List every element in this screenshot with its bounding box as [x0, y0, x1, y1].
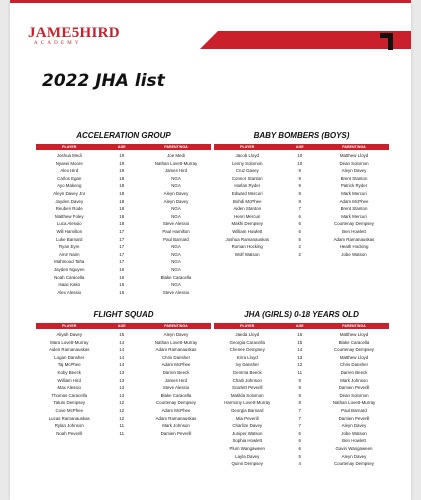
player-name: Aleyn Davey Jnr: [53, 190, 86, 196]
player-age: 15: [297, 339, 303, 345]
player-age: 17: [119, 244, 125, 250]
table-row: [36, 361, 211, 369]
player-name: Reuben Rode: [55, 206, 83, 212]
parent-name: Mark Johnson: [340, 377, 368, 383]
player-age: 11: [119, 423, 125, 429]
player-age: 4: [298, 461, 301, 467]
player-name: Kirra Lloyd: [236, 354, 258, 360]
player-age: 6: [298, 221, 301, 227]
player-name: Plum Wangaween: [229, 445, 265, 451]
player-age: 18: [119, 206, 125, 212]
parent-name: Patrick Ryder: [340, 183, 368, 189]
player-age: 12: [119, 415, 125, 421]
parent-name: NGA: [171, 244, 181, 250]
player-age: 12: [297, 362, 303, 368]
player-age: 7: [298, 407, 301, 413]
player-name: Max Alessio: [57, 385, 81, 391]
table-row: [36, 289, 211, 297]
table-row: [36, 377, 211, 385]
column-header-parent: PARENT/NGA: [342, 145, 366, 149]
parent-name: NGA: [171, 266, 181, 272]
player-name: Noah Caracella: [54, 274, 85, 280]
player-name: Connor Stanton: [231, 175, 263, 181]
parent-name: Steve Alessio: [162, 221, 190, 227]
player-name: Will Hamilton: [56, 228, 83, 234]
table-row: [214, 437, 389, 445]
player-name: Isaac Kako: [58, 282, 81, 288]
parent-name: Steve Alessio: [162, 289, 190, 295]
table-row: [36, 369, 211, 377]
player-age: 14: [119, 354, 125, 360]
player-name: Joshua Ramanauskas: [225, 236, 269, 242]
player-age: 12: [119, 407, 125, 413]
player-age: 7: [298, 423, 301, 429]
table-row: [36, 182, 211, 190]
player-name: Ryan Eyre: [59, 244, 80, 250]
section-title: ACCELERATION GROUP: [76, 131, 171, 140]
parent-name: NGA: [171, 282, 181, 288]
player-name: Amir Naim: [59, 251, 80, 257]
parent-name: Nathan Lovett-Murray: [154, 160, 198, 166]
table-row: [36, 220, 211, 228]
player-age: 11: [119, 430, 125, 436]
parent-name: NGA: [171, 175, 181, 181]
academy-logo: [28, 26, 120, 48]
document-page: [10, 0, 411, 500]
table-row: [36, 266, 211, 274]
section-title: BABY BOMBERS (BOYS): [253, 131, 350, 140]
section-baby-bombers: [214, 131, 389, 258]
player-name: Harlan Ryder: [234, 183, 261, 189]
parent-name: Mark Mercuri: [341, 213, 367, 219]
player-age: 14: [119, 362, 125, 368]
table-row: [214, 182, 389, 190]
player-name: Juniper Watson: [232, 430, 263, 436]
player-age: 17: [119, 228, 125, 234]
player-name: Lenny Solomon: [231, 160, 263, 166]
table-row: [36, 407, 211, 415]
player-name: Thomas Caracella: [51, 392, 88, 398]
table-row: [214, 346, 389, 354]
section-flight-squad: [36, 310, 211, 437]
table-row: [214, 407, 389, 415]
player-age: 13: [119, 392, 125, 398]
table-row: [214, 228, 389, 236]
player-name: William Howlett: [232, 228, 263, 234]
parent-name: Adam McPhee: [339, 198, 369, 204]
table-row: [214, 445, 389, 453]
player-age: 2: [298, 251, 301, 257]
table-row: [36, 190, 211, 198]
table-row: [214, 377, 389, 385]
player-age: 7: [298, 206, 301, 212]
player-age: 17: [119, 236, 125, 242]
player-age: 5: [298, 453, 301, 459]
player-age: 5: [298, 236, 301, 242]
player-age: 8: [298, 392, 301, 398]
column-header-player: PLAYER: [240, 324, 255, 328]
parent-name: NGA: [171, 183, 181, 189]
player-age: 16: [119, 274, 125, 280]
table-row: [36, 213, 211, 221]
player-name: Scarlett Peverill: [231, 385, 263, 391]
parent-name: James Hird: [164, 168, 188, 174]
player-age: 6: [298, 430, 301, 436]
section-jha-girls: [214, 310, 389, 468]
player-age: 15: [119, 332, 125, 337]
table-row: [36, 430, 211, 438]
table-row: [214, 392, 389, 400]
parent-name: Matthew Lloyd: [339, 332, 369, 337]
parent-name: Adam Ramanauskas: [155, 415, 197, 421]
player-age: 2: [298, 244, 301, 250]
parent-name: Aleyn Davey: [341, 168, 367, 174]
parent-name: Aleyn Davey: [163, 198, 189, 204]
player-age: 18: [119, 221, 125, 227]
table-row: [36, 175, 211, 183]
player-name: Matthew Foley: [54, 213, 84, 219]
table-row: [36, 384, 211, 392]
column-header-player: PLAYER: [62, 145, 77, 149]
parent-name: Mark Johnson: [162, 423, 190, 429]
parent-name: Chris Dansher: [161, 354, 191, 360]
player-name: Jacob Lloyd: [235, 153, 259, 158]
page-title: 2022 JHA list: [42, 71, 165, 91]
parent-name: NGA: [171, 259, 181, 265]
parent-name: Blake Caracella: [338, 339, 370, 345]
table-row: [36, 274, 211, 282]
parent-name: James Hird: [164, 377, 188, 383]
parent-name: Joe Medi: [167, 153, 185, 158]
table-row: [214, 331, 389, 339]
table-row: [36, 392, 211, 400]
player-age: 11: [297, 369, 303, 375]
table-row: [214, 205, 389, 213]
player-name: Harmony Lovett-Murray: [224, 400, 271, 406]
parent-name: Blake Caracella: [160, 392, 192, 398]
player-age: 19: [119, 153, 125, 158]
player-name: Henri Mercuri: [234, 213, 261, 219]
player-age: 14: [119, 347, 125, 353]
table-row: [36, 339, 211, 347]
player-name: Jayden Nguyen: [53, 266, 85, 272]
table-header: [214, 323, 389, 329]
table-row: [214, 453, 389, 461]
player-age: 14: [297, 347, 303, 353]
player-name: Nyasei Moore: [55, 160, 83, 166]
player-age: 6: [298, 213, 301, 219]
parent-name: NGA: [171, 251, 181, 257]
player-age: 14: [119, 339, 125, 345]
parent-name: NGA: [171, 206, 181, 212]
parent-name: Damien Peverill: [160, 430, 192, 436]
table-row: [214, 190, 389, 198]
player-name: Georgia Barnard: [231, 407, 264, 413]
player-age: 18: [119, 175, 125, 181]
parent-name: Adam McPhee: [161, 362, 191, 368]
table-header: [36, 144, 211, 150]
section-title: FLIGHT SQUAD: [93, 310, 154, 319]
table-row: [36, 152, 211, 160]
section-title: JHA (GIRLS) 0-18 YEARS OLD: [244, 310, 359, 319]
table-row: [214, 198, 389, 206]
table-row: [36, 236, 211, 244]
parent-name: Aleyn Davey: [163, 332, 189, 337]
player-age: 17: [119, 251, 125, 257]
player-name: Georgia Caracella: [229, 339, 265, 345]
parent-name: Jobe Watson: [341, 251, 367, 257]
table-row: [36, 198, 211, 206]
parent-name: Steve Alessio: [162, 385, 190, 391]
table-row: [36, 415, 211, 423]
player-age: 13: [297, 354, 303, 360]
table-row: [36, 167, 211, 175]
parent-name: Damien Peverill: [338, 415, 370, 421]
player-age: 19: [119, 168, 125, 174]
table-row: [214, 236, 389, 244]
parent-name: Chris Dansher: [339, 362, 369, 368]
table-row: [214, 167, 389, 175]
player-age: 9: [298, 183, 301, 189]
player-age: 18: [119, 213, 125, 219]
player-age: 9: [298, 175, 301, 181]
table-row: [214, 160, 389, 168]
player-age: 9: [298, 385, 301, 391]
parent-name: Mark Mercuri: [341, 190, 367, 196]
parent-name: Courtenay Dempsey: [155, 400, 197, 406]
player-name: Luca Alessio: [56, 221, 82, 227]
parent-name: Brent Stanton: [340, 206, 368, 212]
player-name: Chenee Dempsey: [229, 347, 265, 353]
player-name: Alex Alessio: [57, 289, 82, 295]
column-header-player: PLAYER: [62, 324, 77, 328]
table-row: [36, 399, 211, 407]
player-name: Quinn Dempsey: [231, 461, 263, 467]
player-name: Bohdi McPhee: [232, 198, 262, 204]
parent-name: Jobe Watson: [341, 430, 367, 436]
logo-subtitle: ACADEMY: [34, 41, 82, 46]
player-name: Koby Beeck: [57, 369, 81, 375]
column-header-age: AGE: [117, 324, 126, 328]
player-age: 16: [119, 266, 125, 272]
player-age: 19: [119, 160, 125, 166]
parent-name: Courtenay Dempsey: [333, 461, 375, 467]
player-name: Tatum Dempsey: [53, 400, 86, 406]
table-row: [214, 213, 389, 221]
column-header-age: AGE: [295, 324, 304, 328]
player-name: Aiden Stanton: [233, 206, 262, 212]
player-name: Ivy Dansher: [235, 362, 259, 368]
column-header-parent: PARENT/NGA: [342, 324, 366, 328]
player-age: 10: [297, 160, 303, 166]
parent-name: Darren Beeck: [340, 369, 368, 375]
parent-name: Darren Beeck: [162, 369, 190, 375]
player-age: 6: [298, 228, 301, 234]
table-row: [214, 384, 389, 392]
table-header: [214, 144, 389, 150]
table-row: [36, 243, 211, 251]
player-name: Layla Davey: [235, 453, 260, 459]
parent-name: Gavin Wangaween: [335, 445, 373, 451]
table-row: [36, 331, 211, 339]
parent-name: Aleyn Davey: [341, 423, 367, 429]
player-name: Aliyah Davey: [56, 332, 83, 337]
player-name: Luke Barnard: [56, 236, 83, 242]
player-name: Charlize Davey: [232, 423, 263, 429]
player-age: 18: [119, 198, 125, 204]
parent-name: Matthew Lloyd: [339, 153, 369, 158]
parent-name: Nathan Lovett-Murray: [332, 400, 376, 406]
player-name: Jaeda Lloyd: [235, 332, 260, 337]
player-name: Aiden Ramanauskas: [48, 347, 90, 353]
table-row: [36, 228, 211, 236]
player-age: 6: [298, 438, 301, 444]
parent-name: NGA: [171, 213, 181, 219]
player-age: 16: [297, 332, 303, 337]
parent-name: Paul Barnard: [163, 236, 189, 242]
player-name: Mia Peverill: [235, 415, 259, 421]
player-name: Joshua Medi: [56, 153, 82, 158]
player-age: 9: [298, 377, 301, 383]
player-name: Ayo Makeng: [57, 183, 82, 189]
table-row: [214, 354, 389, 362]
parent-name: Damien Peverill: [338, 385, 370, 391]
player-age: 13: [119, 377, 125, 383]
player-name: Sophia Howlett: [232, 438, 263, 444]
table-row: [214, 361, 389, 369]
parent-name: Matthew Lloyd: [339, 354, 369, 360]
table-row: [214, 415, 389, 423]
table-row: [36, 160, 211, 168]
player-name: Cruz Davey: [235, 168, 259, 174]
parent-name: Heath Hocking: [339, 244, 369, 250]
table-row: [214, 460, 389, 468]
player-name: Wolf Watson: [234, 251, 260, 257]
column-header-parent: PARENT/NGA: [164, 324, 188, 328]
player-name: Alex Hird: [60, 168, 79, 174]
table-row: [36, 205, 211, 213]
table-row: [214, 399, 389, 407]
table-row: [214, 243, 389, 251]
player-name: Makhi Dempsey: [231, 221, 263, 227]
parent-name: Courtenay Dempsey: [333, 347, 375, 353]
logo-wordmark: JAME5HIRD: [28, 25, 120, 41]
player-age: 10: [297, 153, 303, 158]
player-age: 13: [119, 385, 125, 391]
player-age: 7: [298, 415, 301, 421]
table-row: [214, 339, 389, 347]
player-age: 16: [119, 289, 125, 295]
player-name: Noah Peverill: [56, 430, 83, 436]
parent-name: Paul Hamilton: [162, 228, 190, 234]
parent-name: Aleyn Davey: [341, 453, 367, 459]
column-header-parent: PARENT/NGA: [164, 145, 188, 149]
player-age: 8: [298, 198, 301, 204]
table-row: [214, 430, 389, 438]
player-name: Roman Hocking: [231, 244, 263, 250]
player-name: Gemma Beeck: [232, 369, 262, 375]
player-name: Edward Mercuri: [231, 190, 263, 196]
column-header-player: PLAYER: [240, 145, 255, 149]
top-accent-stripe: [10, 0, 411, 3]
table-row: [214, 422, 389, 430]
player-age: 6: [298, 445, 301, 451]
section-acceleration-group: [36, 131, 211, 296]
player-name: Carlos Egan: [57, 175, 82, 181]
player-age: 18: [119, 183, 125, 189]
parent-name: Dean Solomon: [339, 392, 369, 398]
parent-name: Nathan Lovett-Murray: [154, 339, 198, 345]
parent-name: Paul Barnard: [341, 407, 367, 413]
table-row: [214, 175, 389, 183]
table-row: [214, 369, 389, 377]
player-name: Logan Dansher: [54, 354, 85, 360]
parent-name: Adam McPhee: [161, 407, 191, 413]
parent-name: Blake Caracella: [160, 274, 192, 280]
player-age: 8: [298, 190, 301, 196]
player-age: 13: [119, 369, 125, 375]
player-name: William Hird: [57, 377, 81, 383]
player-age: 17: [119, 259, 125, 265]
player-age: 12: [119, 400, 125, 406]
player-name: Rylan Johnson: [54, 423, 84, 429]
player-age: 18: [119, 190, 125, 196]
table-row: [36, 258, 211, 266]
table-row: [214, 220, 389, 228]
player-name: Lucas Ramanauskas: [48, 415, 90, 421]
table-row: [214, 152, 389, 160]
player-name: Cove McPhee: [55, 407, 84, 413]
player-name: Mara Lovett-Murray: [50, 339, 89, 345]
table-row: [214, 251, 389, 259]
table-row: [36, 281, 211, 289]
column-header-age: AGE: [295, 145, 304, 149]
player-name: Matilda Solomon: [230, 392, 264, 398]
parent-name: Ben Howlett: [342, 228, 366, 234]
corner-mark-vertical: [388, 33, 393, 50]
parent-name: Adam Ramanauskas: [155, 347, 197, 353]
parent-name: Adam Ramanauskas: [333, 236, 375, 242]
table-row: [36, 354, 211, 362]
parent-name: Ben Howlett: [342, 438, 366, 444]
parent-name: Brent Stanton: [340, 175, 368, 181]
player-age: 8: [298, 400, 301, 406]
table-row: [36, 422, 211, 430]
column-header-age: AGE: [117, 145, 126, 149]
table-header: [36, 323, 211, 329]
table-row: [36, 346, 211, 354]
parent-name: Dean Solomon: [339, 160, 369, 166]
player-name: Jayden Davey: [55, 198, 84, 204]
player-name: Mahmoud Taha: [54, 259, 85, 265]
parent-name: Courtenay Dempsey: [333, 221, 375, 227]
player-age: 16: [119, 282, 125, 288]
player-age: 9: [298, 168, 301, 174]
player-name: Taj McPhee: [57, 362, 81, 368]
player-name: Charli Johnson: [232, 377, 262, 383]
parent-name: Aleyn Davey: [163, 190, 189, 196]
table-row: [36, 251, 211, 259]
